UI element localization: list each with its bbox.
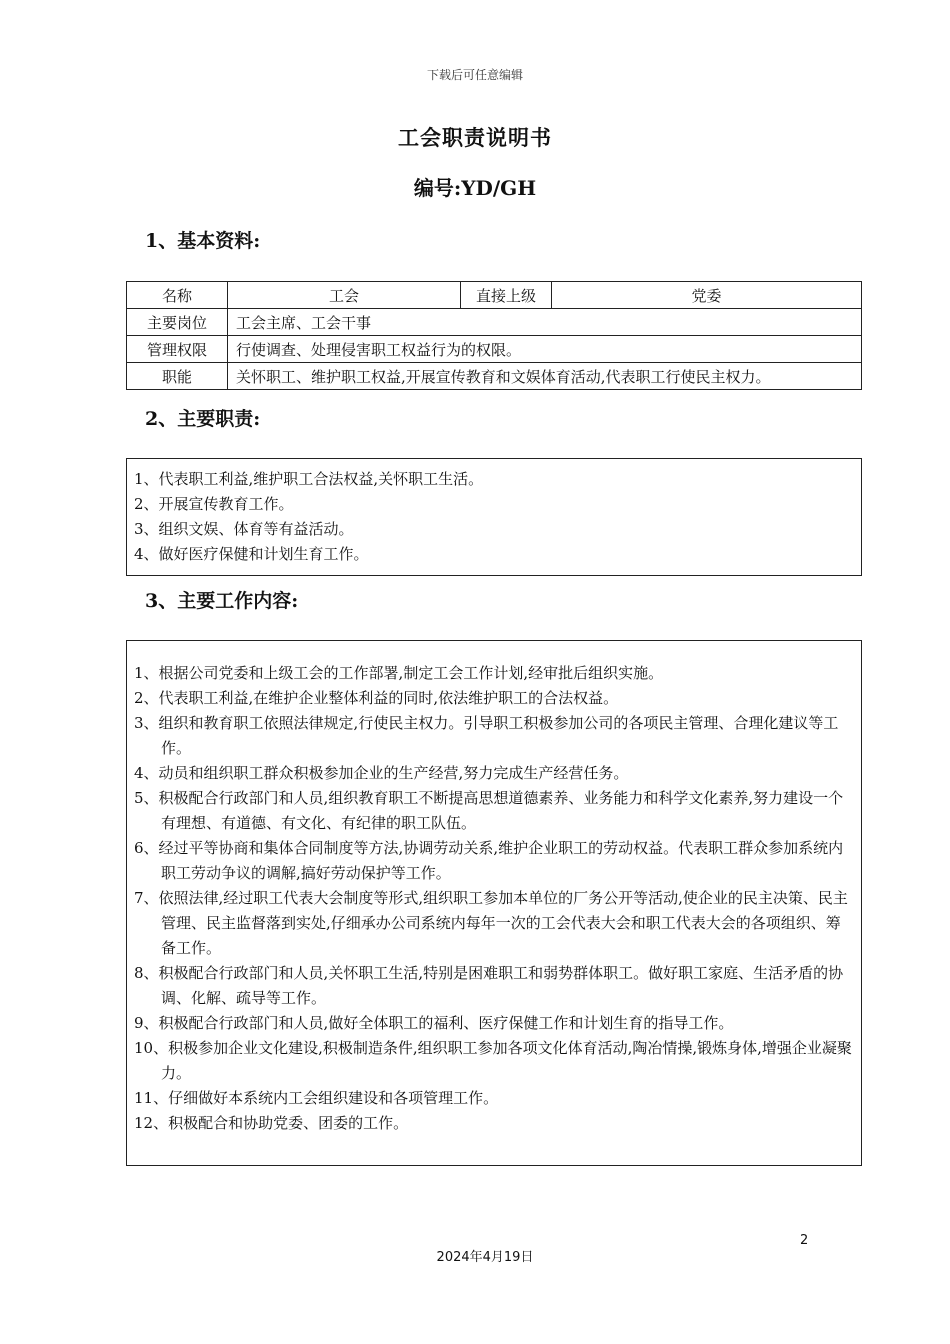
header-note: 下载后可任意编辑 xyxy=(426,68,523,82)
list-item: 3、组织和教育职工依照法律规定,行使民主权力。引导职工积极参加公司的各项民主管理、合理化建议等工作。 xyxy=(134,714,839,757)
list-item: 1、根据公司党委和上级工会的工作部署,制定工会工作计划,经审批后组织实施。 xyxy=(134,664,664,682)
name-value: 工会 xyxy=(228,282,461,309)
section-basic-heading: 1、基本资料: xyxy=(145,230,261,252)
list-item: 9、积极配合行政部门和人员,做好全体职工的福利、医疗保健工作和计划生育的指导工作。 xyxy=(134,1014,734,1032)
document-title: 工会职责说明书 xyxy=(398,125,552,150)
basic-info-table xyxy=(126,281,862,390)
section-duties-heading: 2、主要职责: xyxy=(145,408,261,430)
post-label: 主要岗位 xyxy=(127,309,228,336)
list-item: 2、开展宣传教育工作。 xyxy=(134,495,294,513)
superior-label: 直接上级 xyxy=(461,282,552,309)
list-item: 5、积极配合行政部门和人员,组织教育职工不断提高思想道德素养、业务能力和科学文化素养,努力建设一个有理想、有道德、有文化、有纪律的职工队伍。 xyxy=(134,789,844,832)
list-item: 1、代表职工利益,维护职工合法权益,关怀职工生活。 xyxy=(134,470,484,488)
superior-value: 党委 xyxy=(552,282,862,309)
function-value: 关怀职工、维护职工权益,开展宣传教育和文娱体育活动,代表职工行使民主权力。 xyxy=(228,363,862,390)
section-work-heading: 3、主要工作内容: xyxy=(145,590,299,612)
list-item: 11、仔细做好本系统内工会组织建设和各项管理工作。 xyxy=(134,1089,499,1107)
list-item: 4、动员和组织职工群众积极参加企业的生产经营,努力完成生产经营任务。 xyxy=(134,764,629,782)
duties-box xyxy=(126,458,862,576)
list-item: 8、积极配合行政部门和人员,关怀职工生活,特别是困难职工和弱势群体职工。做好职工家庭、生活矛盾的协调、化解、疏导等工作。 xyxy=(134,964,844,1007)
authority-value: 行使调查、处理侵害职工权益行为的权限。 xyxy=(228,336,862,363)
list-item: 3、组织文娱、体育等有益活动。 xyxy=(134,520,354,538)
list-item: 6、经过平等协商和集体合同制度等方法,协调劳动关系,维护企业职工的劳动权益。代表职工群众参加系统内职工劳动争议的调解,搞好劳动保护等工作。 xyxy=(134,839,844,882)
authority-label: 管理权限 xyxy=(127,336,228,363)
list-item: 12、积极配合和协助党委、团委的工作。 xyxy=(134,1114,409,1132)
work-content-box xyxy=(126,640,862,1166)
table-row xyxy=(127,282,862,309)
document-code: 编号:YD/GH xyxy=(413,176,537,200)
table-row xyxy=(127,336,862,363)
list-item: 7、依照法律,经过职工代表大会制度等形式,组织职工参加本单位的厂务公开等活动,使企业的民主决策、民主管理、民主监督落到实处,仔细承办公司系统内每年一次的工会代表大会和职工代表大会的各项组织、筹备工作。 xyxy=(134,889,848,957)
table-row xyxy=(127,363,862,390)
page-number: 2 xyxy=(800,1233,809,1248)
list-item: 10、积极参加企业文化建设,积极制造条件,组织职工参加各项文化体育活动,陶冶情操,锻炼身体,增强企业凝聚力。 xyxy=(134,1039,852,1082)
list-item: 2、代表职工利益,在维护企业整体利益的同时,依法维护职工的合法权益。 xyxy=(134,689,619,707)
footer-date: 2024年4月19日 xyxy=(436,1250,534,1265)
post-value: 工会主席、工会干事 xyxy=(228,309,862,336)
list-item: 4、做好医疗保健和计划生育工作。 xyxy=(134,545,369,563)
table-row xyxy=(127,309,862,336)
function-label: 职能 xyxy=(127,363,228,390)
name-label: 名称 xyxy=(127,282,228,309)
